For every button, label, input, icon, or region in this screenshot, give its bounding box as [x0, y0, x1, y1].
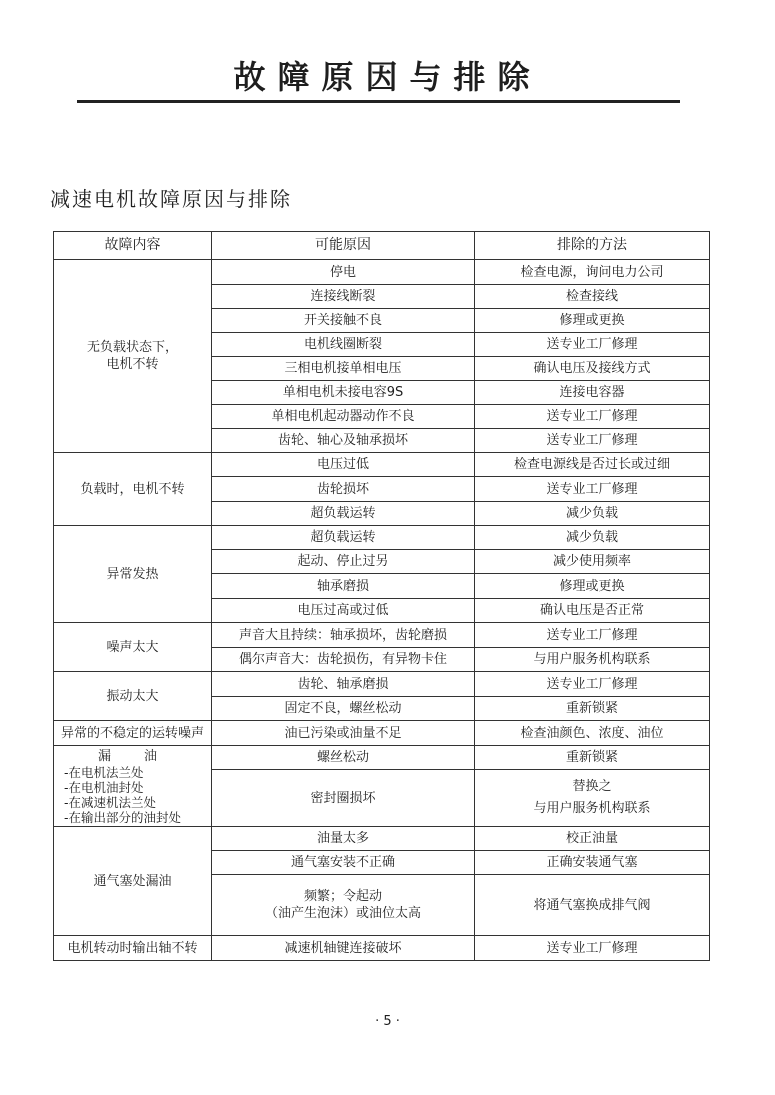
- cell-line: 送专业工厂修理: [546, 433, 638, 448]
- cause-cell: [212, 875, 475, 936]
- cell-line: 偶尔声音大：齿轮损伤，有异物卡住: [238, 652, 447, 667]
- remedy-cell: [475, 623, 710, 648]
- fault-cell: [54, 746, 212, 827]
- cell-line: 与用户服务机构联系: [533, 801, 651, 816]
- remedy-cell: [475, 333, 710, 357]
- cell-line: 确认电压是否正常: [539, 603, 644, 618]
- cell-line: 电机不转: [106, 357, 159, 372]
- cell-line: 电机转动时输出轴不转: [67, 940, 198, 956]
- cell-line: 送专业工厂修理: [546, 940, 638, 956]
- table-row: [54, 721, 710, 746]
- cell-line: 修理或更换: [559, 578, 625, 594]
- cell-line: 检查电源线是否过长或过细: [513, 457, 670, 472]
- cell-line: 电压过低: [316, 457, 369, 472]
- remedy-cell: [475, 309, 710, 333]
- cause-cell: [212, 851, 475, 875]
- cell-line: 检查接线: [565, 289, 618, 304]
- remedy-cell: [475, 477, 710, 502]
- cause-cell: [212, 357, 475, 381]
- cell-line: 送专业工厂修理: [546, 337, 638, 352]
- cause-cell: [212, 260, 475, 285]
- column-header-remedy: 排除的方法: [475, 232, 710, 260]
- remedy-cell: [475, 936, 710, 961]
- cell-line: 替换之: [572, 779, 612, 794]
- column-header-cause: 可能原因: [212, 232, 475, 260]
- cell-line: 密封圈损坏: [310, 790, 376, 806]
- remedy-cell: [475, 285, 710, 309]
- cause-cell: [212, 574, 475, 599]
- remedy-cell: [475, 770, 710, 827]
- cell-line: 开关接触不良: [303, 313, 382, 328]
- page-number: · 5 ·: [375, 1014, 400, 1029]
- cell-line: 与用户服务机构联系: [533, 652, 651, 667]
- cell-line: 送专业工厂修理: [546, 676, 638, 692]
- fault-location-list: [56, 765, 209, 825]
- cell-line: 减速机轴键连接破坏: [284, 940, 402, 956]
- remedy-cell: [475, 875, 710, 936]
- cause-cell: [212, 309, 475, 333]
- cell-line: -在电机法兰处: [64, 764, 144, 780]
- cell-line: 频繁；令起动: [303, 889, 382, 904]
- title-divider: [77, 100, 680, 103]
- fault-cell: [54, 672, 212, 721]
- remedy-cell: [475, 502, 710, 526]
- cell-line: 重新锁紧: [565, 701, 618, 716]
- cell-line: 超负载运转: [310, 530, 376, 545]
- cell-line: 异常的不稳定的运转噪声: [60, 725, 204, 741]
- cell-line: 齿轮损坏: [316, 481, 369, 497]
- cell-line: 减少负载: [565, 506, 618, 521]
- cell-line: 齿轮、轴承磨损: [297, 676, 389, 692]
- table-row: [54, 623, 710, 648]
- table-row: [54, 672, 710, 697]
- remedy-cell: [475, 721, 710, 746]
- fault-cell: [54, 936, 212, 961]
- cell-line: 减少负载: [565, 530, 618, 545]
- remedy-cell: [475, 405, 710, 429]
- remedy-cell: [475, 697, 710, 721]
- remedy-cell: [475, 827, 710, 851]
- cell-line: 噪声太大: [106, 639, 159, 655]
- cell-line: 确认电压及接线方式: [533, 361, 651, 376]
- cause-cell: [212, 936, 475, 961]
- cause-cell: [212, 599, 475, 623]
- remedy-cell: [475, 357, 710, 381]
- cell-line: 减少使用频率: [552, 554, 631, 569]
- cell-line: 单相电机起动器动作不良: [271, 409, 415, 424]
- cause-cell: [212, 672, 475, 697]
- cause-cell: [212, 381, 475, 405]
- cell-line: 油已污染或油量不足: [284, 725, 402, 741]
- cause-cell: [212, 285, 475, 309]
- fault-cell: [54, 623, 212, 672]
- fault-cell: [54, 526, 212, 623]
- cell-line: 通气塞安装不正确: [290, 855, 395, 870]
- cell-line: 送专业工厂修理: [546, 409, 638, 424]
- cell-line: 停电: [329, 264, 356, 280]
- table-header-row: [54, 232, 710, 260]
- cause-cell: [212, 770, 475, 827]
- table-body: [54, 260, 710, 961]
- cell-line: 螺丝松动: [316, 750, 369, 765]
- cause-cell: [212, 721, 475, 746]
- remedy-cell: [475, 429, 710, 453]
- cause-cell: [212, 550, 475, 574]
- remedy-cell: [475, 672, 710, 697]
- cause-cell: [212, 648, 475, 672]
- cause-cell: [212, 623, 475, 648]
- remedy-cell: [475, 526, 710, 550]
- cause-cell: [212, 333, 475, 357]
- cell-line: 将通气塞换成排气阀: [533, 897, 651, 913]
- cell-line: 重新锁紧: [565, 750, 618, 765]
- cell-line: 无负载状态下，: [86, 340, 178, 355]
- fault-title: 漏 油: [97, 748, 167, 764]
- cause-cell: [212, 746, 475, 770]
- cell-line: 连接电容器: [559, 385, 625, 400]
- fault-table: [53, 231, 710, 961]
- cell-line: 三相电机接单相电压: [284, 361, 402, 376]
- fault-cell: [54, 827, 212, 936]
- section-title: 减速电机故障原因与排除: [50, 187, 292, 211]
- remedy-cell: [475, 381, 710, 405]
- remedy-cell: [475, 260, 710, 285]
- cell-line: （油产生泡沫）或油位太高: [264, 906, 421, 921]
- cell-line: 单相电机未接电容9S: [282, 385, 404, 400]
- cell-line: 电机线圈断裂: [303, 337, 382, 352]
- cell-line: 振动太大: [106, 688, 159, 704]
- remedy-cell: [475, 746, 710, 770]
- cause-cell: [212, 526, 475, 550]
- cause-cell: [212, 697, 475, 721]
- cell-line: 连接线断裂: [310, 289, 376, 304]
- cell-line: -在电机油封处: [64, 779, 144, 795]
- page-title: 故障原因与排除: [233, 58, 542, 96]
- cause-cell: [212, 429, 475, 453]
- cell-line: 超负载运转: [310, 506, 376, 521]
- cause-cell: [212, 453, 475, 477]
- column-header-fault: 故障内容: [54, 232, 212, 260]
- cause-cell: [212, 477, 475, 502]
- table-row: [54, 526, 710, 550]
- cell-line: 起动、停止过另: [297, 554, 389, 569]
- cause-cell: [212, 502, 475, 526]
- cell-line: 检查电源，询问电力公司: [520, 264, 664, 280]
- remedy-cell: [475, 648, 710, 672]
- remedy-cell: [475, 599, 710, 623]
- cell-line: -在减速机法兰处: [64, 794, 157, 810]
- cell-line: 校正油量: [565, 831, 618, 846]
- cell-line: 修理或更换: [559, 313, 625, 328]
- remedy-cell: [475, 453, 710, 477]
- table-row: [54, 827, 710, 851]
- cell-line: 轴承磨损: [316, 578, 369, 594]
- table-row: [54, 936, 710, 961]
- cell-line: 正确安装通气塞: [546, 855, 638, 870]
- table-row: [54, 746, 710, 770]
- cell-line: 电压过高或过低: [297, 603, 389, 618]
- cell-line: 送专业工厂修理: [546, 627, 638, 643]
- cell-line: 送专业工厂修理: [546, 481, 638, 497]
- fault-cell: [54, 721, 212, 746]
- cell-line: 声音大且持续：轴承损坏，齿轮磨损: [238, 627, 447, 643]
- cell-line: 通气塞处漏油: [93, 873, 172, 889]
- remedy-cell: [475, 550, 710, 574]
- cell-line: 负载时，电机不转: [80, 481, 185, 497]
- cell-line: 检查油颜色、浓度、油位: [520, 725, 664, 741]
- fault-cell: [54, 260, 212, 453]
- table-row: [54, 453, 710, 477]
- cell-line: 固定不良，螺丝松动: [284, 701, 402, 716]
- cell-line: 油量太多: [316, 831, 369, 846]
- remedy-cell: [475, 574, 710, 599]
- cause-cell: [212, 405, 475, 429]
- table-row: [54, 260, 710, 285]
- cell-line: -在输出部分的油封处: [64, 809, 182, 825]
- cell-line: 异常发热: [106, 566, 159, 582]
- fault-cell: [54, 453, 212, 526]
- cell-line: 齿轮、轴心及轴承损坏: [277, 433, 408, 448]
- cause-cell: [212, 827, 475, 851]
- remedy-cell: [475, 851, 710, 875]
